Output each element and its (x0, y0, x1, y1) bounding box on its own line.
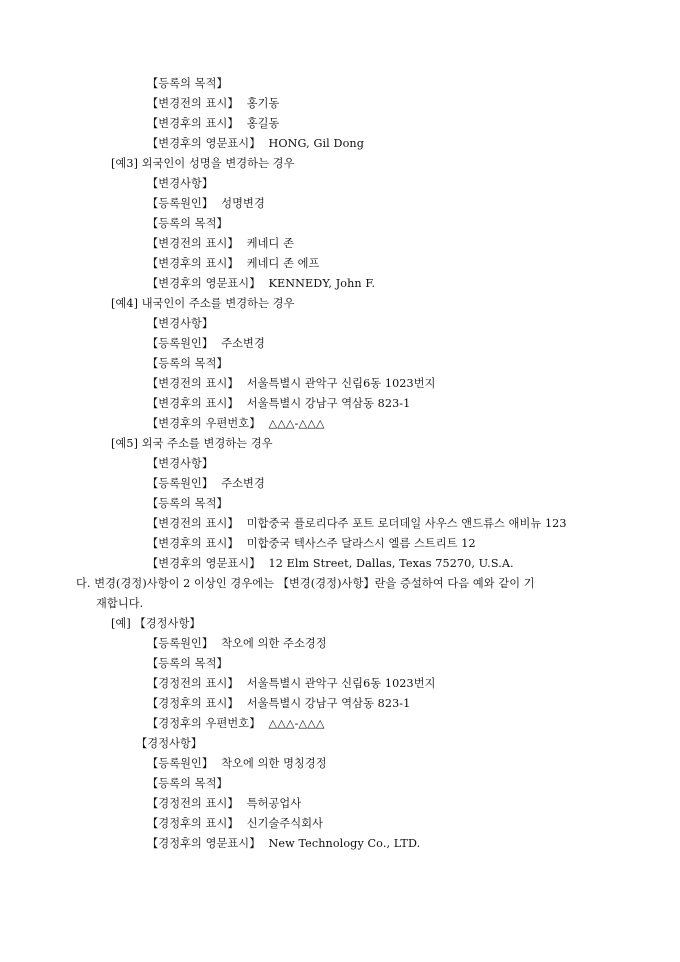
field-label: 【경정전의 표시】 (147, 677, 239, 690)
field-label: 【경정전의 표시】 (147, 797, 239, 810)
field-value: 홍길동 (246, 117, 280, 130)
example-heading: [예5] 외국 주소를 변경하는 경우 (111, 437, 273, 450)
paragraph-line: 다. 변경(경정)사항이 2 이상인 경우에는 【변경(경정)사항】란을 증설하여 다음 예와 같이 기 (76, 577, 535, 590)
field-label: 【변경사항】 (147, 457, 214, 470)
field-label: 【변경사항】 (147, 177, 214, 190)
field-line (0, 94, 680, 114)
field-line (0, 834, 680, 854)
field-line (0, 454, 680, 474)
paragraph-line: 재합니다. (96, 597, 144, 610)
field-line (0, 634, 680, 654)
field-line (0, 414, 680, 434)
section-subheading: 【경정사항】 (136, 737, 203, 750)
field-line (0, 134, 680, 154)
example-heading: [예3] 외국인이 성명을 변경하는 경우 (111, 157, 295, 170)
field-label: 【변경후의 영문표시】 (147, 277, 261, 290)
field-label: 【변경후의 영문표시】 (147, 557, 261, 570)
field-value: 미합중국 텍사스주 달라스시 엘름 스트리트 12 (246, 537, 476, 550)
field-label: 【등록원인】 (147, 757, 214, 770)
field-label: 【경정후의 표시】 (147, 697, 239, 710)
field-value: 특허공업사 (246, 797, 302, 810)
field-label: 【변경후의 우편번호】 (147, 417, 261, 430)
field-value: 서울특별시 강남구 역삼동 823-1 (246, 697, 411, 710)
field-line (0, 714, 680, 734)
document-body (0, 74, 680, 854)
field-line (0, 814, 680, 834)
field-line (0, 214, 680, 234)
field-label: 【변경전의 표시】 (147, 237, 239, 250)
field-value: 성명변경 (221, 197, 265, 210)
field-label: 【변경후의 표시】 (147, 117, 239, 130)
field-value: 홍기동 (246, 97, 280, 110)
field-label: 【등록의 목적】 (147, 497, 228, 510)
field-line (0, 774, 680, 794)
field-label: 【등록의 목적】 (147, 657, 228, 670)
field-value: KENNEDY, John F. (268, 277, 376, 290)
field-value: 미합중국 플로리다주 포트 로더데일 사우스 앤드류스 애비뉴 123 (246, 517, 567, 530)
field-value: △△△-△△△ (268, 417, 325, 430)
field-line (0, 694, 680, 714)
field-label: 【변경전의 표시】 (147, 377, 239, 390)
field-line (0, 374, 680, 394)
field-label: 【변경전의 표시】 (147, 97, 239, 110)
field-label: 【경정후의 표시】 (147, 817, 239, 830)
example-heading: [예] 【경정사항】 (111, 617, 201, 630)
field-label: 【변경후의 표시】 (147, 397, 239, 410)
field-label: 【변경후의 표시】 (147, 257, 239, 270)
field-label: 【변경후의 표시】 (147, 537, 239, 550)
field-line (0, 754, 680, 774)
field-label: 【등록의 목적】 (147, 777, 228, 790)
field-line (0, 794, 680, 814)
field-line (0, 194, 680, 214)
field-line (0, 654, 680, 674)
field-line (0, 674, 680, 694)
field-label: 【등록의 목적】 (147, 217, 228, 230)
field-line (0, 254, 680, 274)
field-label: 【등록원인】 (147, 637, 214, 650)
field-value: New Technology Co., LTD. (268, 837, 421, 850)
field-line (0, 554, 680, 574)
field-line (0, 114, 680, 134)
field-label: 【등록원인】 (147, 197, 214, 210)
field-value: 착오에 의한 주소경정 (221, 637, 327, 650)
field-label: 【등록의 목적】 (147, 77, 228, 90)
field-line (0, 314, 680, 334)
field-line (0, 274, 680, 294)
example-heading: [예4] 내국인이 주소를 변경하는 경우 (111, 297, 295, 310)
field-value: 착오에 의한 명칭경정 (221, 757, 327, 770)
field-value: 주소변경 (221, 477, 265, 490)
field-label: 【변경후의 영문표시】 (147, 137, 261, 150)
field-value: 12 Elm Street, Dallas, Texas 75270, U.S.A. (268, 557, 514, 570)
field-line (0, 234, 680, 254)
field-line (0, 74, 680, 94)
field-line (0, 534, 680, 554)
field-line (0, 174, 680, 194)
field-label: 【등록의 목적】 (147, 357, 228, 370)
field-line (0, 474, 680, 494)
field-value: 케네디 존 (246, 237, 294, 250)
field-label: 【경정후의 영문표시】 (147, 837, 261, 850)
field-label: 【등록원인】 (147, 337, 214, 350)
field-label: 【변경전의 표시】 (147, 517, 239, 530)
field-value: 케네디 존 에프 (246, 257, 320, 270)
field-value: 신기술주식회사 (246, 817, 324, 830)
field-value: 서울특별시 관악구 신림6동 1023번지 (246, 377, 436, 390)
field-value: HONG, Gil Dong (268, 137, 364, 150)
field-line (0, 354, 680, 374)
field-value: 서울특별시 강남구 역삼동 823-1 (246, 397, 411, 410)
field-label: 【경정후의 우편번호】 (147, 717, 261, 730)
field-value: 주소변경 (221, 337, 265, 350)
field-value: △△△-△△△ (268, 717, 325, 730)
field-line (0, 394, 680, 414)
field-value: 서울특별시 관악구 신림6동 1023번지 (246, 677, 436, 690)
field-label: 【변경사항】 (147, 317, 214, 330)
field-line (0, 514, 680, 534)
field-line (0, 334, 680, 354)
field-label: 【등록원인】 (147, 477, 214, 490)
field-line (0, 494, 680, 514)
